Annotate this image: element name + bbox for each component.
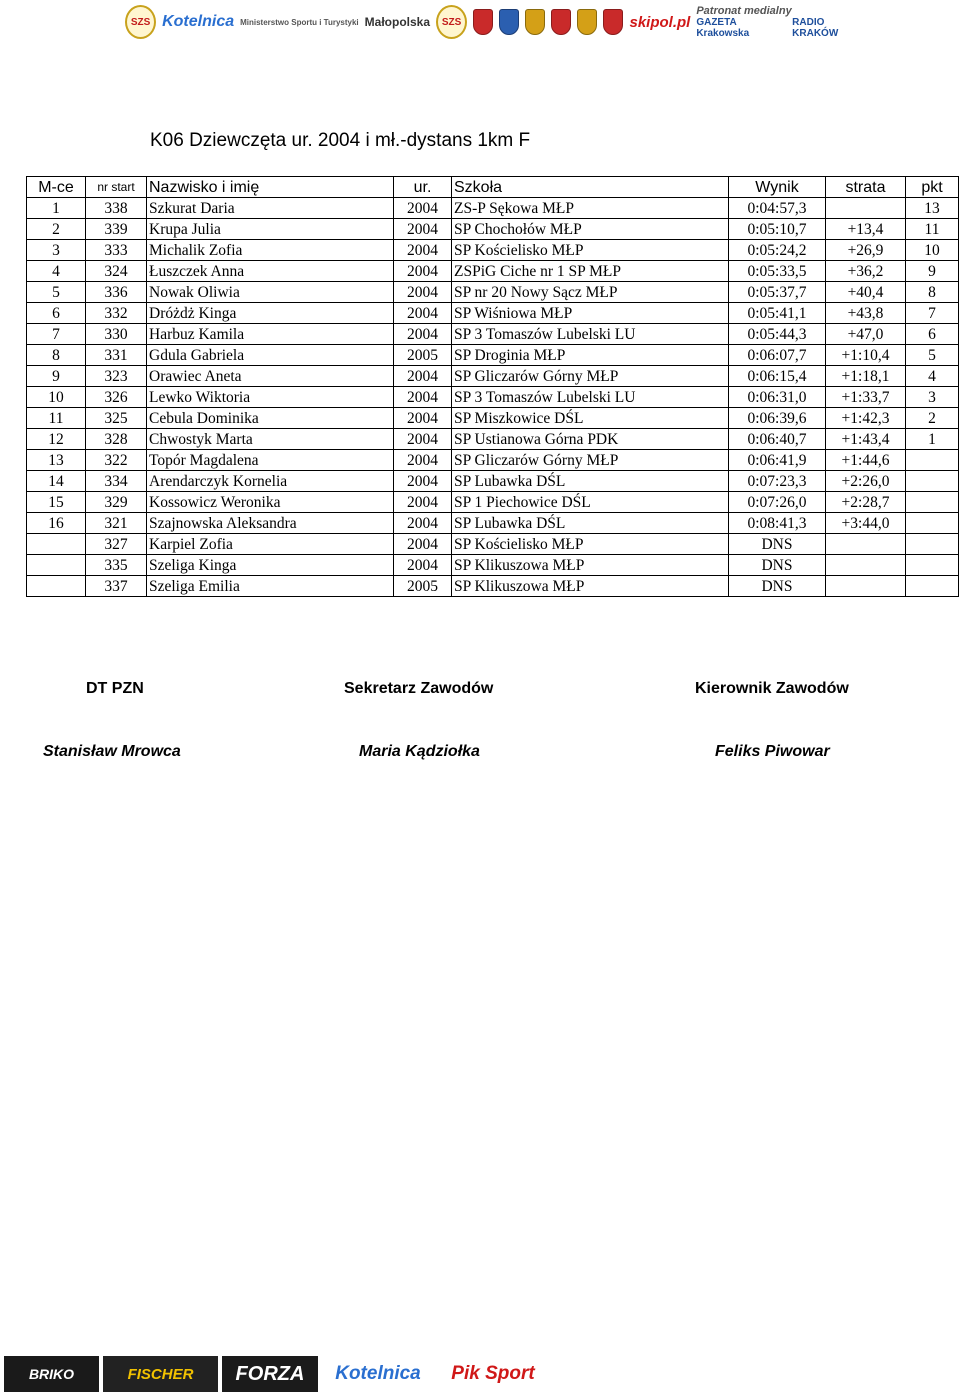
cell-start-number: 331 <box>86 345 147 366</box>
cell-loss: +43,8 <box>826 303 906 324</box>
cell-points: 6 <box>906 324 959 345</box>
cell-birth-year: 2004 <box>394 198 452 219</box>
table-row <box>27 240 959 261</box>
cell-result: 0:05:24,2 <box>729 240 826 261</box>
cell-school: SP Klikuszowa MŁP <box>452 555 729 576</box>
cell-start-number: 327 <box>86 534 147 555</box>
cell-school: SP nr 20 Nowy Sącz MŁP <box>452 282 729 303</box>
malopolska-logo-icon: Małopolska <box>364 15 431 29</box>
cell-name: Michalik Zofia <box>147 240 394 261</box>
cell-name: Kossowicz Weronika <box>147 492 394 513</box>
cell-result: 0:06:31,0 <box>729 387 826 408</box>
cell-loss: +40,4 <box>826 282 906 303</box>
cell-loss: +3:44,0 <box>826 513 906 534</box>
kotelnica-logo-icon: Kotelnica <box>162 13 235 30</box>
cell-result: 0:05:41,1 <box>729 303 826 324</box>
cell-points: 10 <box>906 240 959 261</box>
cell-loss <box>826 555 906 576</box>
cell-points: 9 <box>906 261 959 282</box>
column-header-points: pkt <box>906 177 959 198</box>
cell-school: ZSPiG Ciche nr 1 SP MŁP <box>452 261 729 282</box>
cell-name: Szeliga Emilia <box>147 576 394 597</box>
secretary-name: Maria Kądziołka <box>359 743 480 760</box>
cell-name: Topór Magdalena <box>147 450 394 471</box>
cell-school: SP Gliczarów Górny MŁP <box>452 366 729 387</box>
cell-place <box>27 576 86 597</box>
table-row <box>27 513 959 534</box>
cell-loss <box>826 534 906 555</box>
cell-loss: +1:42,3 <box>826 408 906 429</box>
fischer-logo-icon: FISCHER <box>103 1356 218 1392</box>
cell-points: 7 <box>906 303 959 324</box>
cell-start-number: 328 <box>86 429 147 450</box>
cell-birth-year: 2004 <box>394 387 452 408</box>
column-header-place: M-ce <box>27 177 86 198</box>
cell-points: 1 <box>906 429 959 450</box>
cell-school: SP Klikuszowa MŁP <box>452 576 729 597</box>
cell-loss: +2:26,0 <box>826 471 906 492</box>
ministry-logo-icon: Ministerstwo Sportu i Turystyki <box>240 17 359 27</box>
cell-place: 16 <box>27 513 86 534</box>
cell-school: ZS-P Sękowa MŁP <box>452 198 729 219</box>
cell-birth-year: 2004 <box>394 555 452 576</box>
cell-place: 15 <box>27 492 86 513</box>
cell-place: 6 <box>27 303 86 324</box>
cell-name: Lewko Wiktoria <box>147 387 394 408</box>
cell-start-number: 334 <box>86 471 147 492</box>
crest-icon <box>551 9 571 35</box>
radio-krakow-logo-icon: RADIO KRAKÓW <box>792 16 839 39</box>
cell-birth-year: 2005 <box>394 345 452 366</box>
cell-birth-year: 2004 <box>394 303 452 324</box>
cell-name: Krupa Julia <box>147 219 394 240</box>
table-row <box>27 282 959 303</box>
table-row <box>27 408 959 429</box>
cell-points <box>906 492 959 513</box>
table-row <box>27 555 959 576</box>
briko-logo-icon: BRIKO <box>4 1356 99 1392</box>
cell-place: 12 <box>27 429 86 450</box>
cell-points: 8 <box>906 282 959 303</box>
cell-name: Szkurat Daria <box>147 198 394 219</box>
crest-icon <box>603 9 623 35</box>
cell-result: DNS <box>729 576 826 597</box>
cell-result: DNS <box>729 555 826 576</box>
table-row <box>27 450 959 471</box>
cell-loss: +26,9 <box>826 240 906 261</box>
cell-result: 0:07:26,0 <box>729 492 826 513</box>
column-header-start-number: nr start <box>86 177 147 198</box>
cell-name: Arendarczyk Kornelia <box>147 471 394 492</box>
cell-school: SP 3 Tomaszów Lubelski LU <box>452 387 729 408</box>
cell-start-number: 330 <box>86 324 147 345</box>
cell-birth-year: 2004 <box>394 471 452 492</box>
column-header-result: Wynik <box>729 177 826 198</box>
cell-start-number: 339 <box>86 219 147 240</box>
cell-points: 3 <box>906 387 959 408</box>
cell-name: Gdula Gabriela <box>147 345 394 366</box>
cell-place: 1 <box>27 198 86 219</box>
cell-school: SP Lubawka DŚL <box>452 513 729 534</box>
results-table <box>26 176 959 597</box>
cell-loss: +1:44,6 <box>826 450 906 471</box>
cell-school: SP Kościelisko MŁP <box>452 534 729 555</box>
dt-pzn-label: DT PZN <box>86 680 144 697</box>
pik-sport-logo-icon: Pik Sport <box>438 1356 548 1392</box>
cell-school: SP Chochołów MŁP <box>452 219 729 240</box>
cell-start-number: 323 <box>86 366 147 387</box>
dt-pzn-name: Stanisław Mrowca <box>43 743 181 760</box>
cell-birth-year: 2004 <box>394 450 452 471</box>
column-header-birth-year: ur. <box>394 177 452 198</box>
page-title: K06 Dziewczęta ur. 2004 i mł.-dystans 1km F <box>150 130 531 151</box>
cell-result: 0:08:41,3 <box>729 513 826 534</box>
cell-result: 0:05:33,5 <box>729 261 826 282</box>
cell-points: 2 <box>906 408 959 429</box>
cell-name: Nowak Oliwia <box>147 282 394 303</box>
cell-loss: +13,4 <box>826 219 906 240</box>
cell-birth-year: 2005 <box>394 576 452 597</box>
cell-start-number: 336 <box>86 282 147 303</box>
cell-name: Harbuz Kamila <box>147 324 394 345</box>
director-name: Feliks Piwowar <box>715 743 830 760</box>
szs-seal-icon: SZS <box>436 5 467 39</box>
cell-loss: +1:43,4 <box>826 429 906 450</box>
cell-name: Łuszczek Anna <box>147 261 394 282</box>
cell-loss: +1:18,1 <box>826 366 906 387</box>
cell-name: Karpiel Zofia <box>147 534 394 555</box>
cell-points: 13 <box>906 198 959 219</box>
cell-result: 0:06:40,7 <box>729 429 826 450</box>
cell-points <box>906 513 959 534</box>
media-patronage-title: Patronat medialny <box>696 4 792 17</box>
cell-place: 9 <box>27 366 86 387</box>
footer-sponsor-bar <box>4 1354 564 1394</box>
cell-birth-year: 2004 <box>394 261 452 282</box>
table-row <box>27 492 959 513</box>
szs-logo-icon: SZS <box>125 5 156 39</box>
cell-school: SP Wiśniowa MŁP <box>452 303 729 324</box>
cell-school: SP Ustianowa Górna PDK <box>452 429 729 450</box>
skipol-logo-icon: skipol.pl <box>629 13 691 31</box>
table-row <box>27 366 959 387</box>
cell-loss: +36,2 <box>826 261 906 282</box>
cell-points <box>906 576 959 597</box>
crest-icon <box>499 9 519 35</box>
table-header-row <box>27 177 959 198</box>
kotelnica-footer-logo-icon: Kotelnica <box>322 1356 434 1392</box>
cell-place: 8 <box>27 345 86 366</box>
cell-place: 13 <box>27 450 86 471</box>
cell-place: 7 <box>27 324 86 345</box>
crest-icon <box>525 9 545 35</box>
cell-place: 2 <box>27 219 86 240</box>
cell-school: SP Lubawka DŚL <box>452 471 729 492</box>
cell-loss: +1:33,7 <box>826 387 906 408</box>
cell-place: 10 <box>27 387 86 408</box>
cell-school: SP 3 Tomaszów Lubelski LU <box>452 324 729 345</box>
cell-name: Cebula Dominika <box>147 408 394 429</box>
cell-place: 14 <box>27 471 86 492</box>
column-header-loss: strata <box>826 177 906 198</box>
cell-birth-year: 2004 <box>394 324 452 345</box>
cell-loss: +47,0 <box>826 324 906 345</box>
sponsor-logo-bar <box>125 0 865 44</box>
cell-place: 4 <box>27 261 86 282</box>
cell-start-number: 322 <box>86 450 147 471</box>
cell-start-number: 321 <box>86 513 147 534</box>
media-patronage-logos <box>696 17 865 39</box>
gazeta-krakowska-logo-icon: GAZETA Krakowska <box>696 16 750 39</box>
cell-result: DNS <box>729 534 826 555</box>
cell-birth-year: 2004 <box>394 219 452 240</box>
cell-points: 4 <box>906 366 959 387</box>
cell-result: 0:07:23,3 <box>729 471 826 492</box>
table-row <box>27 471 959 492</box>
cell-birth-year: 2004 <box>394 240 452 261</box>
table-row <box>27 387 959 408</box>
cell-place: 3 <box>27 240 86 261</box>
column-header-school: Szkoła <box>452 177 729 198</box>
cell-points <box>906 534 959 555</box>
table-row <box>27 219 959 240</box>
table-row <box>27 345 959 366</box>
cell-start-number: 337 <box>86 576 147 597</box>
cell-birth-year: 2004 <box>394 282 452 303</box>
cell-place: 11 <box>27 408 86 429</box>
cell-school: SP Kościelisko MŁP <box>452 240 729 261</box>
cell-birth-year: 2004 <box>394 429 452 450</box>
forza-logo-icon: FORZA <box>222 1356 318 1392</box>
cell-result: 0:05:37,7 <box>729 282 826 303</box>
cell-start-number: 326 <box>86 387 147 408</box>
cell-result: 0:04:57,3 <box>729 198 826 219</box>
cell-points <box>906 471 959 492</box>
table-row <box>27 324 959 345</box>
cell-birth-year: 2004 <box>394 408 452 429</box>
table-row <box>27 429 959 450</box>
cell-place: 5 <box>27 282 86 303</box>
cell-start-number: 335 <box>86 555 147 576</box>
cell-points <box>906 555 959 576</box>
cell-result: 0:06:39,6 <box>729 408 826 429</box>
cell-birth-year: 2004 <box>394 366 452 387</box>
cell-name: Orawiec Aneta <box>147 366 394 387</box>
cell-start-number: 338 <box>86 198 147 219</box>
cell-name: Dróżdż Kinga <box>147 303 394 324</box>
cell-result: 0:06:41,9 <box>729 450 826 471</box>
cell-school: SP Miszkowice DŚL <box>452 408 729 429</box>
table-row <box>27 303 959 324</box>
cell-birth-year: 2004 <box>394 492 452 513</box>
cell-start-number: 332 <box>86 303 147 324</box>
cell-start-number: 329 <box>86 492 147 513</box>
cell-name: Szajnowska Aleksandra <box>147 513 394 534</box>
cell-place <box>27 534 86 555</box>
crest-icon <box>577 9 597 35</box>
cell-start-number: 324 <box>86 261 147 282</box>
cell-place <box>27 555 86 576</box>
director-label: Kierownik Zawodów <box>695 680 849 697</box>
cell-result: 0:06:07,7 <box>729 345 826 366</box>
cell-loss <box>826 198 906 219</box>
cell-points <box>906 450 959 471</box>
crest-icon <box>473 9 493 35</box>
cell-start-number: 333 <box>86 240 147 261</box>
cell-birth-year: 2004 <box>394 534 452 555</box>
cell-points: 11 <box>906 219 959 240</box>
cell-result: 0:05:10,7 <box>729 219 826 240</box>
table-row <box>27 198 959 219</box>
cell-school: SP 1 Piechowice DŚL <box>452 492 729 513</box>
cell-points: 5 <box>906 345 959 366</box>
secretary-label: Sekretarz Zawodów <box>344 680 494 697</box>
cell-result: 0:05:44,3 <box>729 324 826 345</box>
cell-school: SP Droginia MŁP <box>452 345 729 366</box>
cell-loss: +2:28,7 <box>826 492 906 513</box>
media-patronage <box>696 6 865 39</box>
cell-birth-year: 2004 <box>394 513 452 534</box>
column-header-name: Nazwisko i imię <box>147 177 394 198</box>
table-row <box>27 534 959 555</box>
cell-school: SP Gliczarów Górny MŁP <box>452 450 729 471</box>
table-row <box>27 576 959 597</box>
cell-name: Chwostyk Marta <box>147 429 394 450</box>
cell-start-number: 325 <box>86 408 147 429</box>
cell-loss: +1:10,4 <box>826 345 906 366</box>
cell-result: 0:06:15,4 <box>729 366 826 387</box>
cell-loss <box>826 576 906 597</box>
table-row <box>27 261 959 282</box>
cell-name: Szeliga Kinga <box>147 555 394 576</box>
